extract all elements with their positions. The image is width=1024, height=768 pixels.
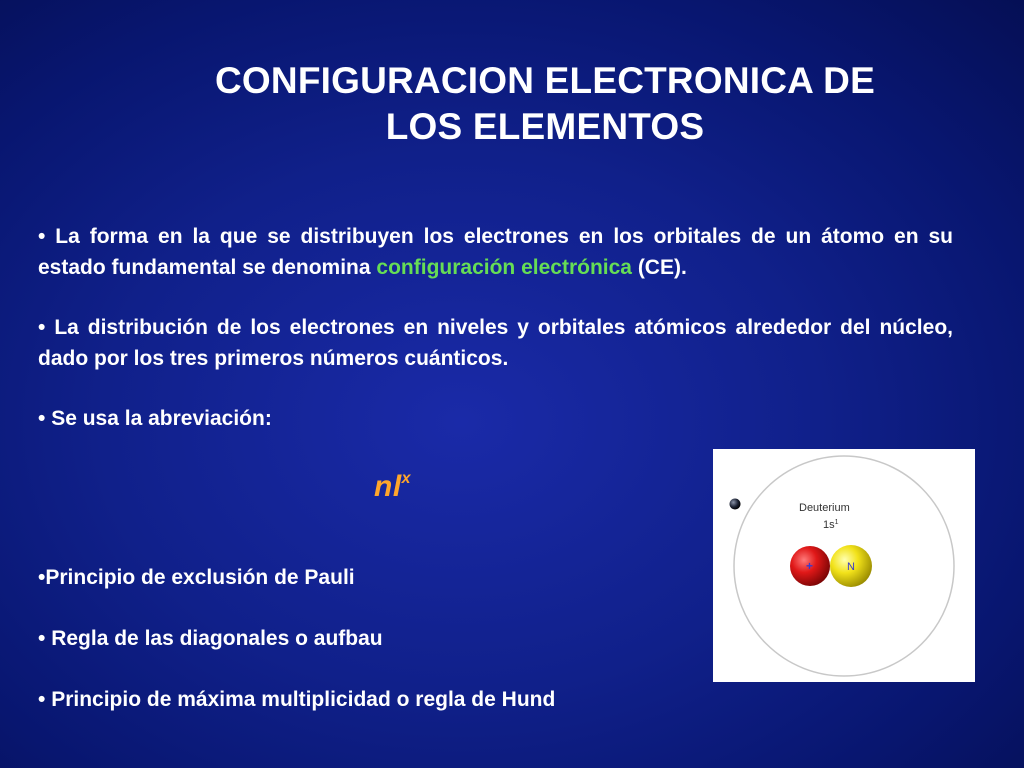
slide-title	[150, 58, 940, 150]
bullet-item-2	[38, 313, 953, 374]
formula-superscript: x	[401, 470, 412, 487]
bullet-item-3	[38, 404, 953, 435]
nl-formula	[374, 470, 411, 504]
bullet-1-abbrev: (CE).	[637, 255, 687, 279]
bullet-3-text: Se usa la abreviación:	[51, 407, 272, 430]
neutron-label: N	[847, 561, 855, 573]
bullet-1-text: La forma en la que se distribuyen los electrones en los orbitales de un átomo en su estado fundamental se denomina	[38, 225, 953, 279]
bullet-1-highlight: configuración electrónica	[376, 255, 632, 279]
spacer	[38, 374, 953, 404]
bullet-5-text: Regla de las diagonales o aufbau	[51, 627, 383, 650]
deuterium-diagram	[713, 449, 975, 682]
element-name-label: Deuterium	[799, 502, 850, 514]
formula-base: nl	[374, 470, 402, 503]
proton-charge-label: +	[806, 559, 814, 573]
bullet-item-5	[38, 624, 738, 654]
bullet-marker: •	[38, 627, 46, 650]
bullet-marker: •	[38, 566, 46, 589]
bullet-4-text: Principio de exclusión de Pauli	[45, 566, 355, 589]
bullet-marker: •	[38, 688, 46, 711]
bullet-marker: •	[38, 407, 46, 430]
deuterium-atom-figure	[713, 449, 975, 682]
bullet-item-6	[38, 685, 738, 715]
title-line-2: LOS ELEMENTOS	[385, 106, 705, 147]
bullet-marker: •	[38, 316, 46, 339]
electron-configuration-label: $1s^1$	[823, 519, 839, 531]
title-line-1: CONFIGURACION ELECTRONICA DE	[215, 60, 875, 101]
bullet-6-text: Principio de máxima multiplicidad o regla de Hund	[51, 688, 556, 711]
bullet-2-text: La distribución de los electrones en niveles y orbitales atómicos alrededor del núcleo, dado por los tres primeros números cuánticos.	[38, 316, 953, 370]
spacer	[38, 283, 953, 313]
bullet-marker: •	[38, 225, 46, 248]
electron	[730, 499, 741, 510]
bullet-item-4	[38, 563, 738, 593]
bullet-list	[38, 222, 953, 435]
bullet-item-1	[38, 222, 953, 283]
